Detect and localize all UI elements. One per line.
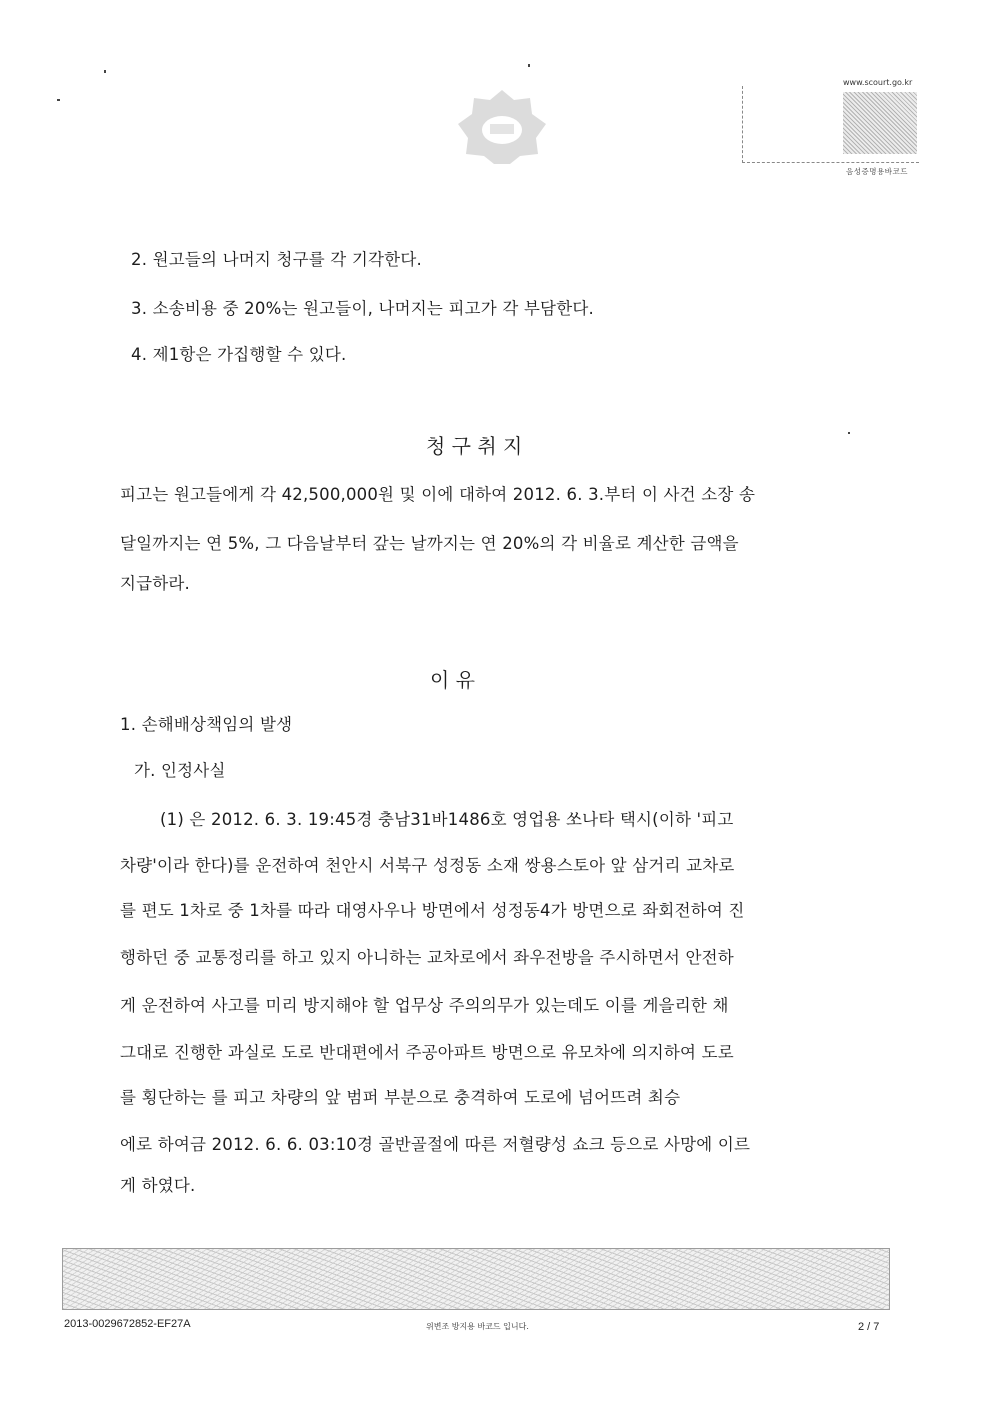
barcode-pattern xyxy=(843,92,917,154)
barcode-caption: 음성증명용바코드 xyxy=(846,167,908,176)
paragraph-line: 게 하였다. xyxy=(120,1176,196,1195)
document-code: 2013-0029672852-EF27A xyxy=(64,1318,191,1330)
paragraph-line: 차량'이라 한다)를 운전하여 천안시 서북구 성정동 소재 쌍용스토아 앞 삼거리 교차로 xyxy=(120,856,735,875)
scan-speck xyxy=(104,70,106,73)
claim-line: 지급하라. xyxy=(120,574,191,593)
scan-speck xyxy=(848,432,850,434)
paragraph-line: 에로 하여금 2012. 6. 6. 03:10경 골반골절에 따른 저혈량성 쇼크 등으로 사망에 이르 xyxy=(120,1135,751,1154)
barcode-url: www.scourt.go.kr xyxy=(843,78,913,87)
paragraph-line: (1) 은 2012. 6. 3. 19:45경 충남31바1486호 영업용 쏘나타 택시(이하 '피고 xyxy=(160,810,734,829)
paragraph-line: 행하던 중 교통정리를 하고 있지 아니하는 교차로에서 좌우전방을 주시하면서 안전하 xyxy=(120,948,734,967)
paragraph-line: 를 횡단하는 를 피고 차량의 앞 범퍼 부분으로 충격하여 도로에 넘어뜨려 최승 xyxy=(120,1088,681,1107)
claim-line: 달일까지는 연 5%, 그 다음날부터 갚는 날까지는 연 20%의 각 비율로 계산한 금액을 xyxy=(120,534,739,553)
paragraph-line: 를 편도 1차로 중 1차를 따라 대영사우나 방면에서 성정동4가 방면으로 좌회전하여 진 xyxy=(120,901,745,920)
subsection-heading: 가. 인정사실 xyxy=(134,761,226,780)
court-emblem-icon xyxy=(454,86,550,166)
paragraph-line: 그대로 진행한 과실로 도로 반대편에서 주공아파트 방면으로 유모차에 의지하여 도로 xyxy=(120,1043,734,1062)
paragraph-line: 게 운전하여 사고를 미리 방지해야 할 업무상 주의의무가 있는데도 이를 게을리한 채 xyxy=(120,996,729,1015)
anti-forgery-barcode xyxy=(62,1248,890,1310)
reason-heading: 이 유 xyxy=(430,668,475,692)
section-heading: 1. 손해배상책임의 발생 xyxy=(120,715,293,734)
verification-barcode xyxy=(742,86,919,163)
barcode-note: 위변조 방지용 바코드 입니다. xyxy=(426,1322,529,1331)
order-item-2: 2. 원고들의 나머지 청구를 각 기각한다. xyxy=(131,250,422,269)
order-item-3: 3. 소송비용 중 20%는 원고들이, 나머지는 피고가 각 부담한다. xyxy=(131,299,594,318)
claim-heading: 청 구 취 지 xyxy=(426,434,523,458)
page-number: 2 / 7 xyxy=(858,1321,880,1333)
order-item-4: 4. 제1항은 가집행할 수 있다. xyxy=(131,345,347,364)
scan-speck xyxy=(528,64,530,67)
scan-speck xyxy=(57,99,60,101)
claim-line: 피고는 원고들에게 각 42,500,000원 및 이에 대하여 2012. 6. 3.부터 이 사건 소장 송 xyxy=(120,485,756,504)
